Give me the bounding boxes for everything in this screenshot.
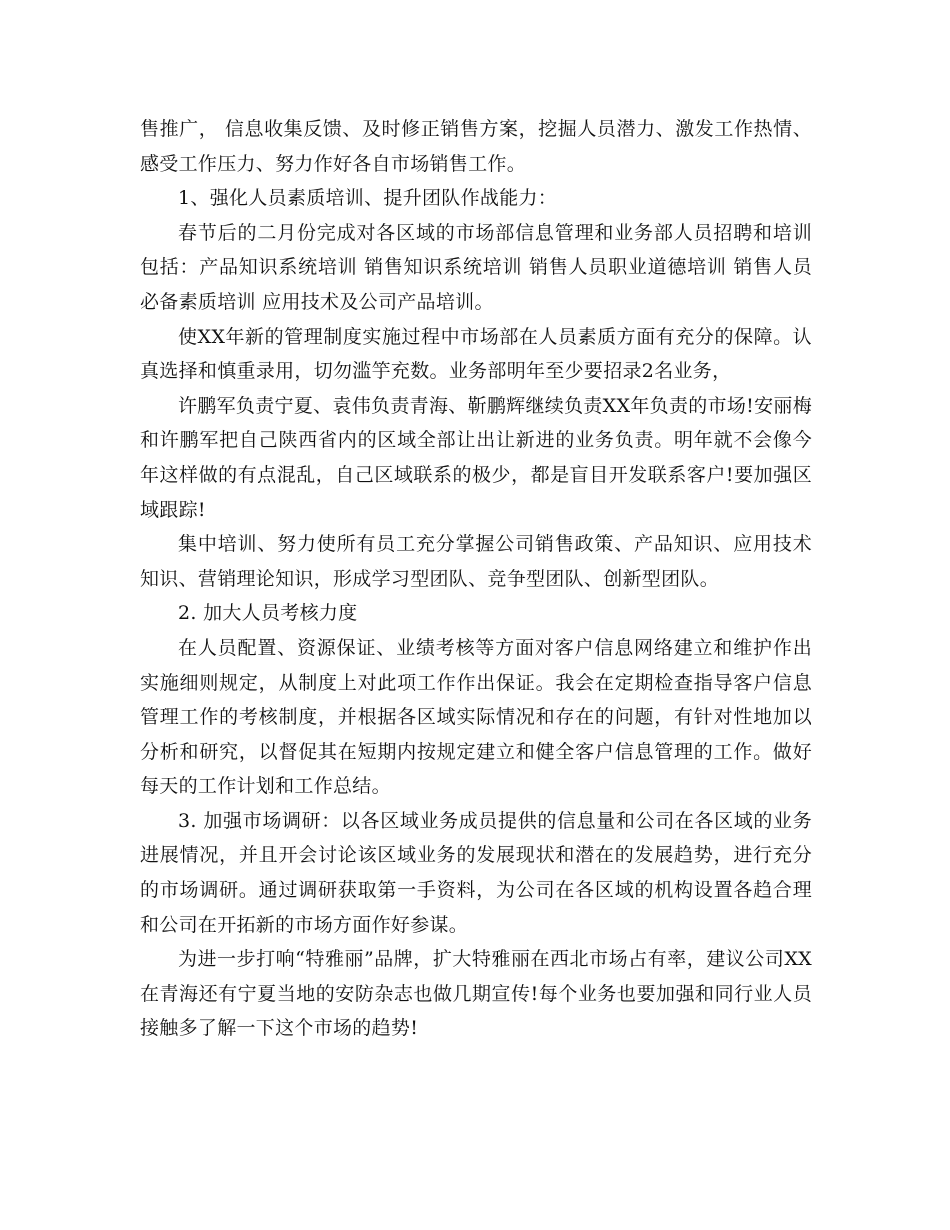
paragraph-training-plan: 春节后的二月份完成对各区域的市场部信息管理和业务部人员招聘和培训包括：产品知识系统培训 销售知识系统培训 销售人员职业道德培训 销售人员必备素质培训 应用技术及公司产品培训。 <box>140 221 812 313</box>
paragraph-centralized-training: 集中培训、努力使所有员工充分掌握公司销售政策、产品知识、应用技术知识、营销理论知识，形成学习型团队、竞争型团队、创新型团队。 <box>140 533 812 590</box>
paragraph-management-system: 使XX年新的管理制度实施过程中市场部在人员素质方面有充分的保障。认真选择和慎重录用，切勿滥竽充数。业务部明年至少要招录2名业务， <box>140 325 812 383</box>
heading-assessment: 2. 加大人员考核力度 <box>178 602 358 625</box>
heading-training: 1、强化人员素质培训、提升团队作战能力： <box>178 187 558 210</box>
paragraph-region-assignment: 许鹏军负责宁夏、袁伟负责青海、靳鹏辉继续负责XX年负责的市场!安丽梅和许鹏军把自己陕西省内的区域全部让出让新进的业务负责。明年就不会像今年这样做的有点混乱，自己区域联系的极少，都是盲目开发联系客户!要加强区域跟踪! <box>140 394 812 521</box>
paragraph-assessment: 在人员配置、资源保证、业绩考核等方面对客户信息网络建立和维护作出实施细则规定，从制度上对此项工作作出保证。我会在定期检查指导客户信息管理工作的考核制度，并根据各区域实际情况和存在的问题，有针对性地加以分析和研究，以督促其在短期内按规定建立和健全客户信息管理的工作。做好每天的工作计划和工作总结。 <box>140 636 812 798</box>
document-body <box>140 112 812 1046</box>
paragraph-continuation: 售推广， 信息收集反馈、及时修正销售方案，挖掘人员潜力、激发工作热情、感受工作压力、努力作好各自市场销售工作。 <box>140 118 812 175</box>
paragraph-market-research: 3. 加强市场调研：以各区域业务成员提供的信息量和公司在各区域的业务进展情况，并且开会讨论该区域业务的发展现状和潜在的发展趋势，进行充分的市场调研。通过调研获取第一手资料，为公司在各区域的机构设置各趋合理和公司在开拓新的市场方面作好参谋。 <box>140 809 812 936</box>
paragraph-brand-promotion: 为进一步打响“特雅丽”品牌，扩大特雅丽在西北市场占有率，建议公司XX在青海还有宁夏当地的安防杂志也做几期宣传!每个业务也要加强和同行业人员接触多了解一下这个市场的趋势! <box>140 948 812 1040</box>
